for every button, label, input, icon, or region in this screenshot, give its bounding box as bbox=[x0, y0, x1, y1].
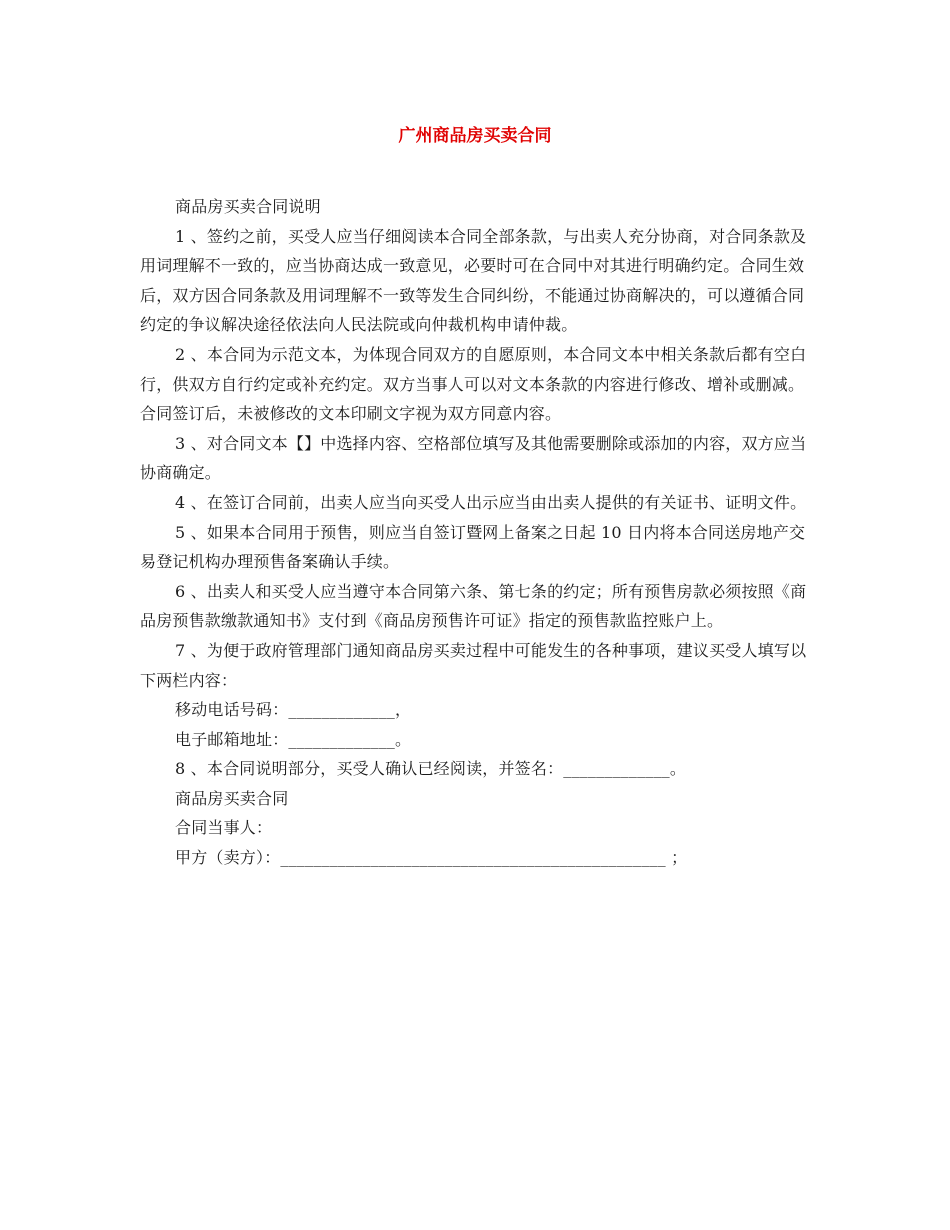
mobile-phone-field: 移动电话号码：_____________， bbox=[175, 700, 412, 720]
clause-1: 1 、签约之前，买受人应当仔细阅读本合同全部条款，与出卖人充分协商，对合同条款及用词理解不一致的，应当协商达成一致意见，必要时可在合同中对其进行明确约定。合同生效后，双方因合同条款及用词理解不一致等发生合同纠纷，不能通过协商解决的，可以遵循合同约定的争议解决途径依法向人民法院或向仲裁机构申请仲裁。 bbox=[140, 226, 807, 335]
clause-4: 4 、在签订合同前，出卖人应当向买受人出示应当由出卖人提供的有关证书、证明文件。 bbox=[175, 492, 807, 512]
section-heading-contract: 商品房买卖合同 bbox=[175, 788, 289, 808]
clause-5: 5 、如果本合同用于预售，则应当自签订暨网上备案之日起 10 日内将本合同送房地产交易登记机构办理预售备案确认手续。 bbox=[140, 522, 806, 572]
clause-2: 2 、本合同为示范文本，为体现合同双方的自愿原则，本合同文本中相关条款后都有空白行，供双方自行约定或补充约定。双方当事人可以对文本条款的内容进行修改、增补或删减。合同签订后，未被修改的文本印刷文字视为双方同意内容。 bbox=[140, 344, 807, 424]
clause-6: 6 、出卖人和买受人应当遵守本合同第六条、第七条的约定；所有预售房款必须按照《商品房预售款缴款通知书》支付到《商品房预售许可证》指定的预售款监控账户上。 bbox=[140, 581, 807, 631]
document-title: 广州商品房买卖合同 bbox=[398, 126, 552, 146]
clause-3: 3 、对合同文本【】中选择内容、空格部位填写及其他需要删除或添加的内容，双方应当协商确定。 bbox=[140, 433, 807, 483]
party-a-field: 甲方（卖方）：_______________________________________________ ； bbox=[175, 848, 688, 868]
clause-8: 8 、本合同说明部分，买受人确认已经阅读，并签名：_____________。 bbox=[175, 759, 687, 779]
document-body bbox=[140, 192, 820, 873]
section-heading-explanation: 商品房买卖合同说明 bbox=[175, 197, 321, 216]
email-field: 电子邮箱地址：_____________。 bbox=[175, 729, 412, 749]
clause-7: 7 、为便于政府管理部门通知商品房买卖过程中可能发生的各种事项，建议买受人填写以下两栏内容： bbox=[140, 640, 807, 690]
parties-label: 合同当事人： bbox=[175, 818, 273, 838]
